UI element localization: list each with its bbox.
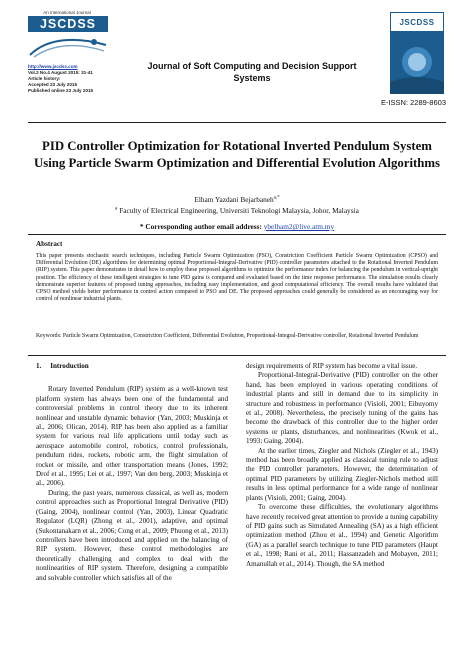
keywords-label: Keywords: — [36, 333, 62, 339]
section-heading — [36, 362, 228, 371]
issn-label: E-ISSN: 2289-8603 — [380, 98, 446, 107]
corresponding-email-link[interactable]: ybelham2@live.atm.my — [263, 222, 335, 231]
affiliation: Faculty of Electrical Engineering, Universiti Teknologi Malaysia, Johor, Malaysia — [119, 206, 359, 215]
article-history-label: Article history: — [28, 76, 61, 81]
keywords-text: Particle Swarm Optimization, Constriction Coefficient, Differential Evolution, Proportional-Integral-Derivative controller, Rotational Inverted Pendulum — [62, 333, 419, 339]
body-paragraph: At the earlier times, Ziegler and Nichols (Ziegler et al., 1943) method has been broadly applied as classical tuning rule to adjust the PID controller parameters. However, the determination of optimal PID parameters by utilizing Ziegler-Nichols method still results in less optimal performance for a wide range of nonlinear plants (Visioli, 2001; Gaing, 2004). — [246, 446, 438, 502]
body-paragraph: To overcome these difficulties, the evolutionary algorithms have recently received great attention to provide a tuning capability of PID gains such as Simulated Annealing (SA) as a high efficient optimization method (Zhou et al., 1994) and Genetic Algorithm (GA) as a parallel search technique to tune PID parameters (Haupt et al., 1998; Rani et al., 2011; Hassanzadeh and Mobayen, 2011; Amanullah et al., 2014). Though, the SA method — [246, 503, 438, 568]
right-column — [246, 362, 438, 569]
accepted-date: Accepted 23 July 2015 — [28, 82, 78, 87]
logo-tagline: An International Journal — [43, 10, 91, 15]
body-paragraph: Rotary Inverted Pendulum (RIP) system as a well-known test platform system has always been one of the fundamental and controversial problems in control theory due to its inherent nonlinear and unstable dynamic behavior (Yan, 2003; Muskinja et al., 2006; Olican, 2014). RIP has been also applied as a familiar system for various real life applications until today such as aerospace automobile control, robotics, control professionals, pendulum rides, rockets, robotic arm, the flight simulation of rocket or missile, and other transportation means (Jones, 1992; Drof et al., 1995; Lei et al., 1997; Van den berg, 2003; Muskinja et al., 2006). — [36, 385, 228, 488]
affiliation-mark: a — [115, 206, 118, 212]
journal-title: Journal of Soft Computing and Decision Support Systems — [147, 61, 357, 83]
author-line — [30, 195, 444, 204]
journal-cover-image — [390, 12, 444, 94]
keywords-line — [36, 333, 438, 340]
header-divider — [28, 122, 446, 123]
cover-logo: JSCDSS — [390, 12, 444, 32]
left-column — [36, 362, 228, 583]
section-number: 1. — [36, 362, 42, 370]
section-title: Introduction — [50, 362, 89, 370]
journal-logo-block — [28, 10, 110, 94]
body-paragraph: During, the past years, numerous classical, as well as, modern control approaches such as Proportional Integral Derivative (PID) (Gaing, 2004), nonlinear control (Yan, 2003), Linear Quadratic Regulator (LQR) (Zhong et al., 2001), adaptive, and optimal (Sukontanakarn et al., 2006; Cong et al., 2009; Phuong et al., 2013) controllers have been introduced and applied on the balancing of RIP system. However, these control methodologies are theoretically challenging and complex to deal with the nonlinearities of RIP system. Therefore, designing a compatible and solvable controller which satisfies all of the — [36, 488, 228, 582]
journal-url-link[interactable]: http://www.jscdss.com — [28, 64, 78, 69]
abstract-text: This paper presents stochastic search techniques, including Particle Swarm Optimization (PSO), Constriction Coefficient Particle Swarm Optimization (CPSO) and Differential Evolution (DE) algorithms for determining optimal Proportional-Integral-Derivative (PID) controller parameters attached to the Rotational Inverted Pendulum (RIP) system. This paper demonstrates in detail how to employ these proposed algorithms to optimize the performance index for balancing the pendulum in vertical-upright position. The efficiency of these intelligent strategies to tune PID gains is compared and evaluated based on the time response performance. The simulation results clearly demonstrate superior features of proposed tuning approaches, including easy implementation, and good computational efficiency. The overall results have validated that CPSO method yields better performance in control action compared to PSO and DE. The proposed approaches could generally be considered as an encouraging way for control of nonlinear industrial plants. — [36, 253, 438, 303]
cover-artwork — [390, 32, 444, 94]
author-name: Elham Yazdani Bejarbaneh — [194, 195, 274, 204]
journal-logo: JSCDSS — [28, 16, 108, 32]
affiliation-line — [30, 206, 444, 215]
logo-swoosh-graphic — [28, 33, 108, 59]
author-mark: a,* — [273, 195, 280, 201]
published-date: Published online 23 July 2015 — [28, 88, 94, 93]
issue-info: Vol.2 No.4 August 2015: 31-41 — [28, 70, 93, 75]
corresponding-author-line — [30, 222, 444, 231]
paper-title: PID Controller Optimization for Rotational Inverted Pendulum System Using Particle Swarm Optimization and Differential Evolution Algorithms — [33, 139, 441, 170]
abstract-divider — [28, 355, 446, 356]
journal-header — [28, 10, 446, 116]
body-paragraph: Proportional-Integral-Derivative (PID) controller on the other hand, has been employed in various operating conditions of industrial plants and still in demand due to its simplicity in structure and robustness in performance (Visioli, 2001; Eibuyomy et al., 2008). Nevertheless, the precisely tuning of the gains has become the drawback of this controller due to the higher order systems or plants, disturbances, and nonlinearities (Kwok et al., 1993; Gaing, 2004). — [246, 371, 438, 446]
body-paragraph: design requirements of RIP system has become a vital issue. — [246, 362, 418, 370]
abstract-heading: Abstract — [36, 240, 63, 248]
title-divider — [28, 234, 446, 235]
corresponding-label: * Corresponding author email address: — [139, 222, 262, 231]
